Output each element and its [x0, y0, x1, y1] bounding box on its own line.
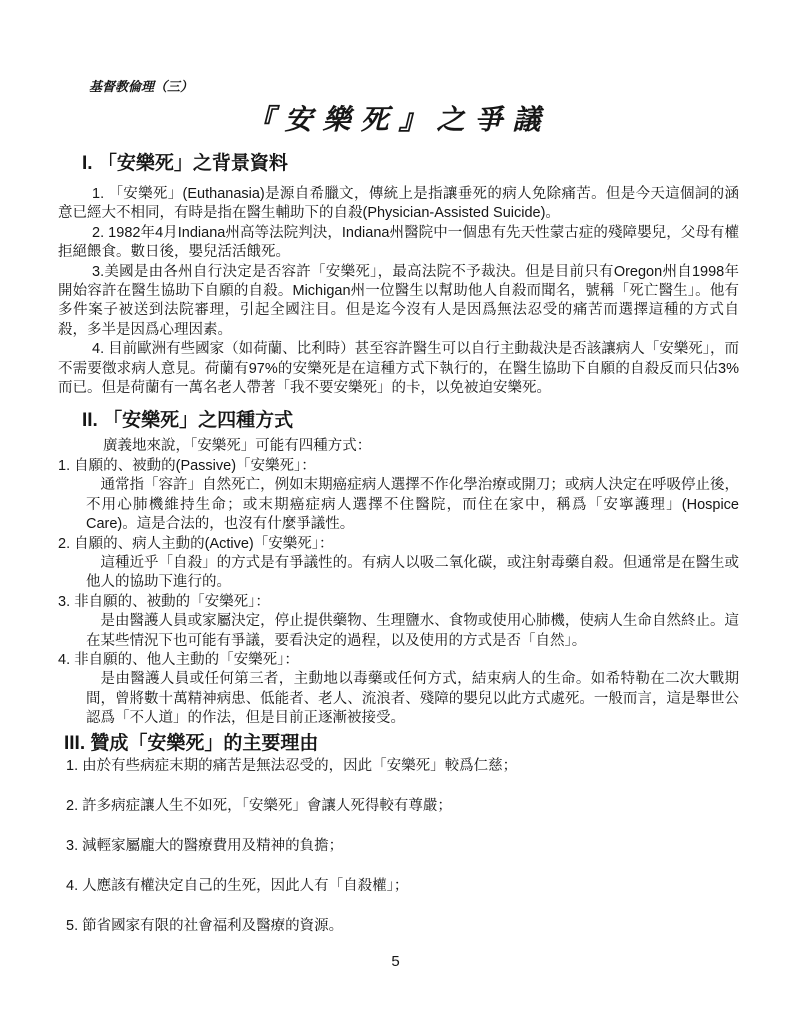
running-header: 基督教倫理（三） — [89, 80, 194, 95]
list-item — [58, 593, 739, 651]
section-3-heading: III. 贊成「安樂死」的主要理由 — [64, 732, 319, 754]
paragraph: 1. 「安樂死」(Euthanasia)是源自希臘文，傳統上是指讓垂死的病人免除痛苦。但是今天這個詞的涵意已經大不相同，有時是指在醫生輔助下的自殺(Physician-Assisted Suicide)。 — [58, 186, 739, 222]
list-item-title: 4. 非自願的、他人主動的「安樂死」： — [58, 651, 299, 668]
list-item-body: 通常指「容許」自然死亡，例如末期癌症病人選擇不作化學治療或開刀；或病人決定在呼吸停止後，不用心肺機維持生命；或末期癌症病人選擇不住醫院，而住在家中，稱爲「安寧護理」(Hospice Care)。這是合法的，也沒有什麼爭議性。 — [86, 477, 739, 533]
paragraph: 4. 目前歐洲有些國家（如荷蘭、比利時）甚至容許醫生可以自行主動裁決是否該讓病人「安樂死」，而不需要徵求病人意見。荷蘭有97%的安樂死是在這種方式下執行的，在醫生協助下自願的自殺反而只佔3%而已。但是荷蘭有一萬名老人帶著「我不要安樂死」的卡，以免被迫安樂死。 — [58, 341, 739, 397]
list-item-title: 2. 自願的、病人主動的(Active)「安樂死」： — [58, 535, 334, 552]
list-item — [58, 457, 739, 535]
paragraph: 3.美國是由各州自行決定是否容許「安樂死」，最高法院不予裁決。但是目前只有Oregon州自1998年開始容許在醫生協助下自願的自殺。Michigan州一位醫生以幫助他人自殺而聞名，號稱「死亡醫生」。他有多件案子被送到法院審理，引起全國注目。但是迄今沒有人是因爲無法忍受的痛苦而選擇這種的方式自殺，多半是因爲心理因素。 — [58, 263, 739, 338]
list-item-body: 這種近乎「自殺」的方式是有爭議性的。有病人以吸二氧化碳，或注射毒藥自殺。但通常是在醫生或他人的協助下進行的。 — [86, 554, 739, 591]
document-content — [58, 99, 739, 936]
list-item-body: 是由醫護人員或任何第三者，主動地以毒藥或任何方式，結束病人的生命。如希特勒在二次大戰期間，曾將數十萬精神病患、低能者、老人、流浪者、殘障的嬰兒以此方式處死。一般而言，這是舉世公認爲「不人道」的作法，但是目前正逐漸被接受。 — [86, 671, 739, 727]
list-item-title: 3. 非自願的、被動的「安樂死」： — [58, 593, 270, 610]
reason-item: 3. 減輕家屬龐大的醫療費用及精神的負擔； — [66, 837, 344, 854]
list-item — [58, 535, 739, 593]
list-item-body: 是由醫護人員或家屬決定，停止提供藥物、生理鹽水、食物或使用心肺機，使病人生命自然終止。這在某些情況下也可能有爭議，要看決定的過程，以及使用的方式是否「自然」。 — [86, 613, 739, 649]
reason-item: 1. 由於有些病症末期的痛苦是無法忍受的，因此「安樂死」較爲仁慈； — [66, 757, 518, 774]
reason-item: 4. 人應該有權決定自己的生死，因此人有「自殺權」； — [66, 877, 409, 894]
section-reasons — [58, 731, 739, 936]
section-background — [58, 151, 739, 398]
paragraph: 2. 1982年4月Indiana州高等法院判決，Indiana州醫院中一個患有先天性蒙古症的殘障嬰兒，父母有權拒絕餵食。數日後，嬰兒活活餓死。 — [58, 224, 739, 261]
list-item — [58, 651, 739, 729]
section-2-heading: II. 「安樂死」之四種方式 — [82, 410, 294, 432]
reason-item: 5. 節省國家有限的社會福利及醫療的資源。 — [66, 917, 344, 934]
list-item-title: 1. 自願的、被動的(Passive)「安樂死」： — [58, 457, 316, 474]
section-1-heading: I. 「安樂死」之背景資料 — [82, 153, 288, 174]
reason-item: 2. 許多病症讓人生不如死，「安樂死」會讓人死得較有尊嚴； — [66, 797, 452, 814]
section-four-ways — [58, 408, 739, 728]
page-number: 5 — [391, 953, 400, 970]
section-2-intro: 廣義地來說，「安樂死」可能有四種方式： — [103, 438, 372, 455]
page-title: 『安樂死』之爭議 — [246, 103, 551, 136]
